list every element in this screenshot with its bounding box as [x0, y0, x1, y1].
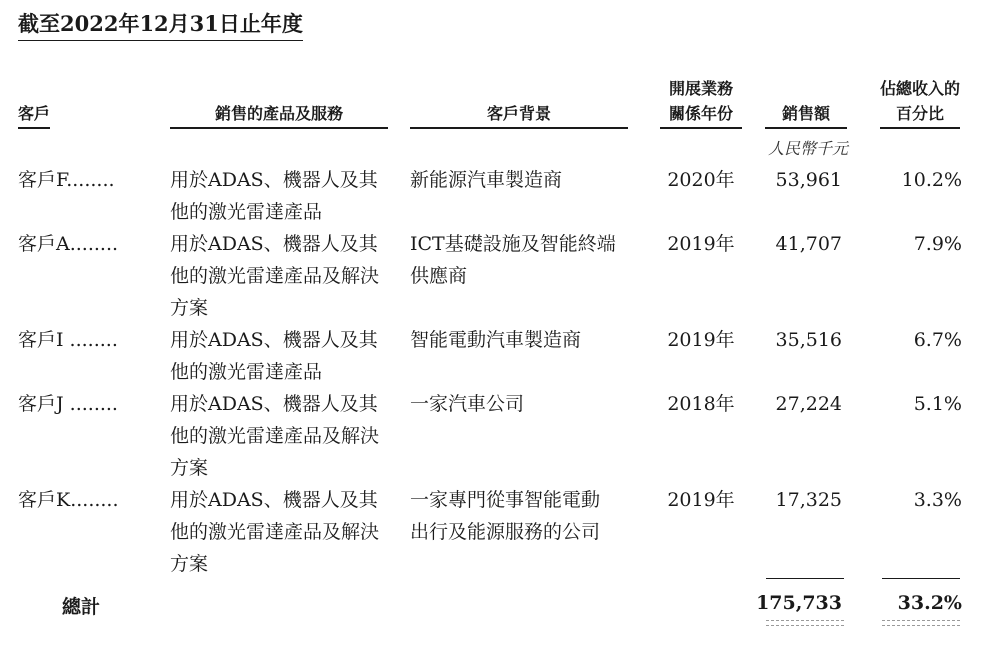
- row-4-year: 2018年: [667, 393, 735, 415]
- header-rule-background: [410, 127, 628, 129]
- header-rule-year: [660, 127, 742, 129]
- row-5-customer: 客戶K........: [18, 489, 119, 511]
- header-rule-products: [170, 127, 388, 129]
- row-3-background-line1: 智能電動汽車製造商: [410, 329, 582, 351]
- row-3-customer: 客戶I ........: [18, 329, 118, 351]
- total-label: 總計: [62, 596, 101, 618]
- row-3-year: 2019年: [667, 329, 735, 351]
- row-4-customer: 客戶J ........: [18, 393, 118, 415]
- total-rule-pct: [882, 578, 960, 579]
- row-2-background-line1: ICT基礎設施及智能終端: [410, 233, 616, 255]
- header-pct-line2: 百分比: [895, 104, 944, 123]
- row-3-products-line1: 用於ADAS、機器人及其: [170, 329, 378, 351]
- row-5-background: [410, 484, 600, 548]
- header-rule-sales: [765, 127, 847, 129]
- row-1-customer: 客戶F........: [18, 169, 115, 191]
- row-4-products-line1: 用於ADAS、機器人及其: [170, 393, 378, 415]
- row-4-background-line1: 一家汽車公司: [410, 393, 525, 415]
- header-year-line1: 開展業務: [668, 79, 733, 98]
- row-5-products: [170, 484, 379, 580]
- unit-label: 人民幣千元: [768, 139, 849, 158]
- header-pct-line1: 佔總收入的: [879, 79, 960, 98]
- row-5-sales: 17,325: [775, 489, 842, 511]
- row-5-year: 2019年: [667, 489, 735, 511]
- row-3-background: [410, 324, 581, 356]
- row-4-products-line2: 他的激光雷達產品及解決: [170, 425, 380, 447]
- row-2-products-line1: 用於ADAS、機器人及其: [170, 233, 378, 255]
- row-3-products-line2: 他的激光雷達產品: [170, 361, 323, 383]
- total-sales: 175,733: [756, 592, 842, 614]
- total-rule-sales: [766, 578, 844, 579]
- header-year-line2: 關係年份: [668, 104, 733, 123]
- header-sales: 銷售額: [781, 104, 830, 123]
- page-title: 截至2022年12月31日止年度: [18, 8, 303, 41]
- row-2-products-line3: 方案: [170, 297, 209, 319]
- row-5-products-line2: 他的激光雷達產品及解決: [170, 521, 380, 543]
- header-customer: 客戶: [18, 104, 51, 123]
- header-rule-pct: [880, 127, 960, 129]
- row-3-pct: 6.7%: [913, 329, 962, 351]
- total-double-rule-pct: [882, 620, 960, 626]
- row-2-products: [170, 228, 379, 324]
- row-2-background: [410, 228, 616, 292]
- row-2-products-line2: 他的激光雷達產品及解決: [170, 265, 380, 287]
- row-3-products: [170, 324, 378, 388]
- row-1-pct: 10.2%: [901, 169, 962, 191]
- row-4-products: [170, 388, 379, 484]
- row-1-products-line1: 用於ADAS、機器人及其: [170, 169, 378, 191]
- row-5-background-line2: 出行及能源服務的公司: [410, 521, 601, 543]
- row-2-customer: 客戶A........: [18, 233, 119, 255]
- row-5-background-line1: 一家專門從事智能電動: [410, 489, 601, 511]
- header-year: [660, 76, 742, 126]
- row-4-background: [410, 388, 524, 420]
- row-1-products-line2: 他的激光雷達產品: [170, 201, 323, 223]
- row-1-sales: 53,961: [775, 169, 842, 191]
- header-rule-customer: [18, 127, 50, 129]
- header-products: 銷售的產品及服務: [214, 104, 343, 123]
- total-pct: 33.2%: [897, 592, 962, 614]
- header-pct: [874, 76, 966, 126]
- row-1-background: [410, 164, 562, 196]
- row-1-products: [170, 164, 378, 228]
- row-2-sales: 41,707: [775, 233, 842, 255]
- row-4-pct: 5.1%: [913, 393, 962, 415]
- header-background: 客戶背景: [486, 104, 551, 123]
- row-2-background-line2: 供應商: [410, 265, 468, 287]
- row-2-pct: 7.9%: [913, 233, 962, 255]
- row-5-products-line1: 用於ADAS、機器人及其: [170, 489, 378, 511]
- total-double-rule-sales: [766, 620, 844, 626]
- row-2-year: 2019年: [667, 233, 735, 255]
- row-5-products-line3: 方案: [170, 553, 209, 575]
- row-1-year: 2020年: [667, 169, 735, 191]
- row-5-pct: 3.3%: [913, 489, 962, 511]
- row-3-sales: 35,516: [775, 329, 842, 351]
- row-4-products-line3: 方案: [170, 457, 209, 479]
- row-4-sales: 27,224: [775, 393, 842, 415]
- row-1-background-line1: 新能源汽車製造商: [410, 169, 563, 191]
